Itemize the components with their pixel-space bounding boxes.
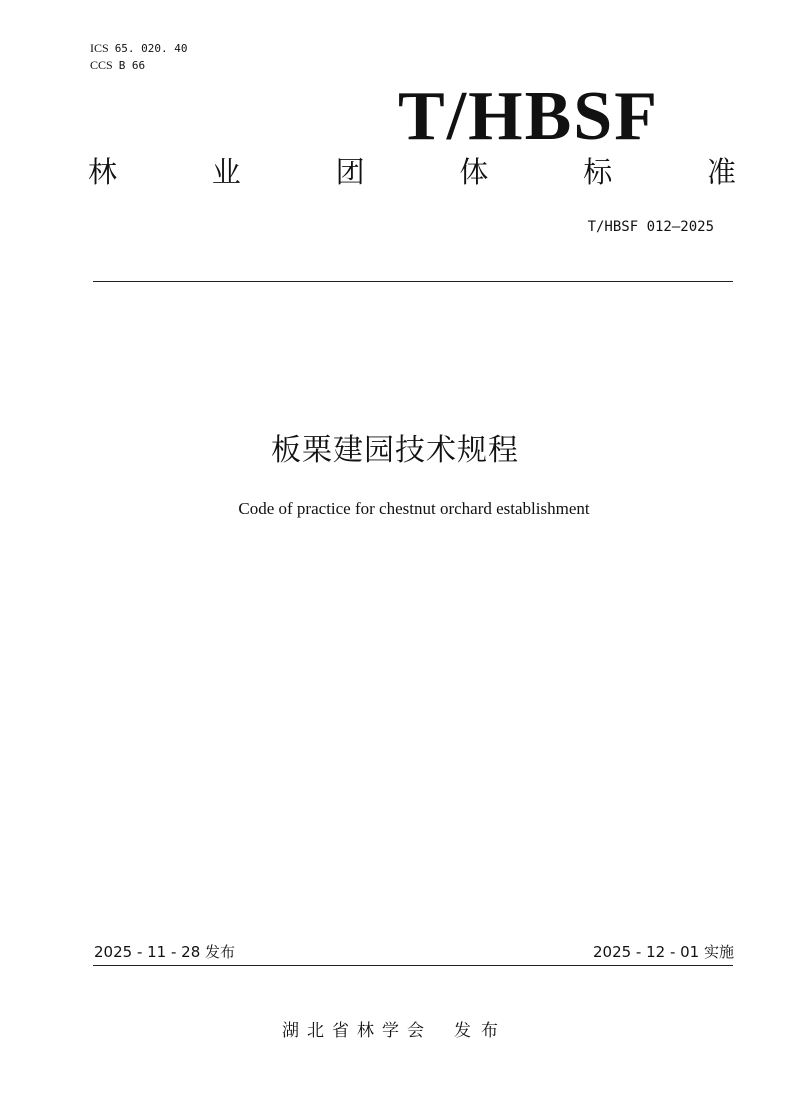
ccs-line [90,57,188,74]
category-char: 标 [583,155,613,189]
document-title: 板栗建园技术规程 [271,433,519,468]
release-date: 2025 - 11 - 28 发布 [94,943,236,961]
ics-line [90,40,188,57]
publish-verb: 发布 [454,1021,508,1041]
ics-label: ICS [90,41,109,55]
ccs-label: CCS [90,58,113,72]
category-char: 业 [211,155,241,189]
standard-number: T/HBSF 012—2025 [587,219,714,235]
publisher-name: 湖北省林学会 [282,1021,432,1041]
standard-category [88,152,736,192]
publisher-line [0,1019,790,1043]
classification-block [90,40,188,74]
ics-code: 65. 020. 40 [114,42,188,55]
category-char: 体 [459,155,489,189]
standard-logo: T/HBSF [398,78,659,155]
category-char: 团 [335,155,365,189]
header-divider [93,281,733,282]
implementation-date: 2025 - 12 - 01 实施 [592,943,734,961]
document-title-english: Code of practice for chestnut orchard establishment [238,499,590,518]
ccs-code: B 66 [118,59,146,72]
footer-divider [93,965,733,966]
category-char: 准 [706,155,736,189]
category-char: 林 [88,155,118,189]
